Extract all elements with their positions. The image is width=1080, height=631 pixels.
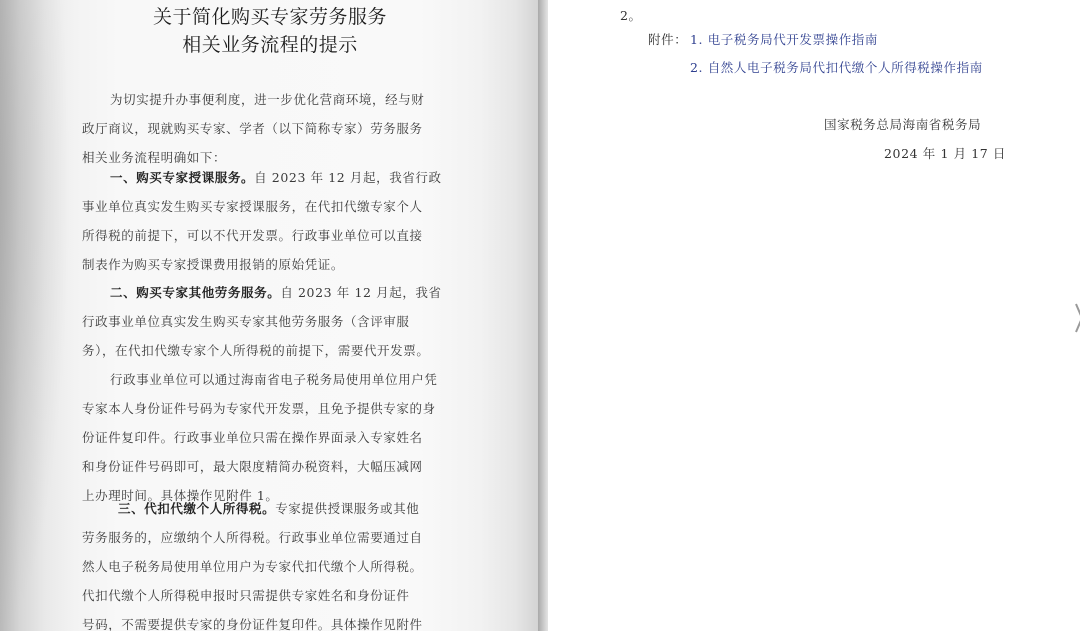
continued-text: 2。 xyxy=(620,8,642,23)
section-1-first-line xyxy=(82,163,460,192)
section-3 xyxy=(82,494,460,631)
text-line: 行政事业单位可以通过海南省电子税务局使用单位用户凭 xyxy=(110,372,438,387)
text-line: 所得税的前提下，可以不代开发票。行政事业单位可以直接 xyxy=(82,228,423,243)
right-page xyxy=(548,0,1080,631)
text-line: 务），在代扣代缴专家个人所得税的前提下，需要代开发票。 xyxy=(82,343,430,358)
text-line: 上办理时间。具体操作见附件 1。 xyxy=(82,488,279,503)
text-line: 和身份证件号码即可，最大限度精简办税资料，大幅压减网 xyxy=(82,459,423,474)
text-line: 行政事业单位真实发生购买专家其他劳务服务（含评审服 xyxy=(82,314,410,329)
text-line: 自 2023 年 12 月起，我省 xyxy=(280,285,442,300)
text-line: 为切实提升办事便利度，进一步优化营商环境，经与财 xyxy=(110,92,425,107)
next-page-arrow-icon[interactable] xyxy=(1074,300,1080,336)
issue-date: 2024 年 1 月 17 日 xyxy=(884,146,1007,161)
section-2-first-line xyxy=(82,278,460,307)
intro-paragraph xyxy=(82,85,460,172)
section-2 xyxy=(82,278,460,510)
text-line: 份证件复印件。行政事业单位只需在操作界面录入专家姓名 xyxy=(82,430,423,445)
section-3-heading: 三、代扣代缴个人所得税。 xyxy=(118,501,276,516)
text-line: 自 2023 年 12 月起，我省行政 xyxy=(254,170,442,185)
text-line: 政厅商议，现就购买专家、学者（以下简称专家）劳务服务 xyxy=(82,121,423,136)
attachments-label: 附件： xyxy=(648,32,688,47)
attachment-link-2[interactable]: 2. 自然人电子税务局代扣代缴个人所得税操作指南 xyxy=(690,60,983,75)
section-1 xyxy=(82,163,460,279)
text-line: 然人电子税务局使用单位用户为专家代扣代缴个人所得税。 xyxy=(82,559,423,574)
text-line: 制表作为购买专家授课费用报销的原始凭证。 xyxy=(82,257,345,272)
text-line: 专家本人身份证件号码为专家代开发票，且免予提供专家的身 xyxy=(82,401,436,416)
section-1-heading: 一、购买专家授课服务。 xyxy=(110,170,255,185)
text-line: 相关业务流程明确如下： xyxy=(82,150,227,165)
issuer-name: 国家税务总局海南省税务局 xyxy=(824,117,982,132)
document-title-line-1: 关于简化购买专家劳务服务 xyxy=(152,6,387,28)
attachment-link-1[interactable]: 1. 电子税务局代开发票操作指南 xyxy=(690,32,879,47)
section-3-first-line xyxy=(82,494,460,523)
text-line: 事业单位真实发生购买专家授课服务，在代扣代缴专家个人 xyxy=(82,199,423,214)
text-line: 代扣代缴个人所得税申报时只需提供专家姓名和身份证件 xyxy=(82,588,410,603)
text-line: 专家提供授课服务或其他 xyxy=(275,501,420,516)
text-line: 号码，不需要提供专家的身份证件复印件。具体操作见附件 xyxy=(82,617,423,631)
text-line: 劳务服务的，应缴纳个人所得税。行政事业单位需要通过自 xyxy=(82,530,423,545)
document-title-line-2: 相关业务流程的提示 xyxy=(182,34,358,56)
section-2-heading: 二、购买专家其他劳务服务。 xyxy=(110,285,281,300)
